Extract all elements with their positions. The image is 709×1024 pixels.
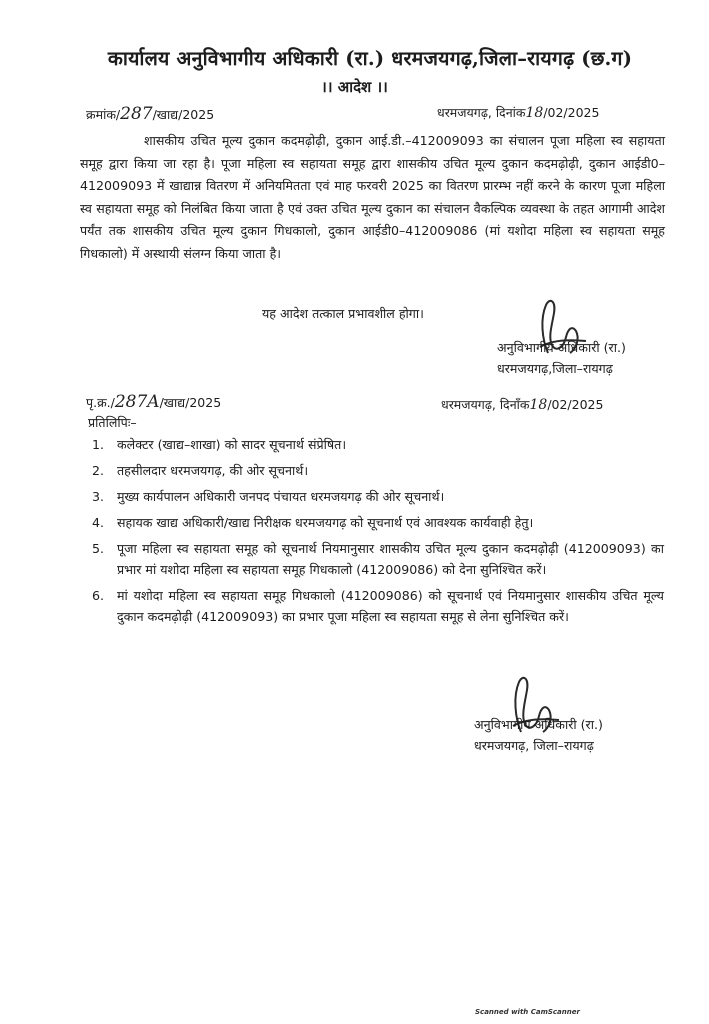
order-date-label: धरमजयगढ़, दिनांक bbox=[437, 105, 526, 120]
copy-item-number: 1. bbox=[92, 437, 105, 452]
copy-date-month-year: /02/2025 bbox=[547, 397, 604, 412]
office-title: कार्यालय अनुविभागीय अधिकारी (रा.) धरमजयगढ़,जिला–रायगढ़ (छ.ग) bbox=[107, 47, 633, 70]
copy-item-number: 3. bbox=[92, 489, 105, 504]
copy-item-number: 5. bbox=[92, 541, 105, 556]
copy-item-2 bbox=[92, 460, 664, 481]
copy-number bbox=[86, 392, 221, 412]
copy-item-text: पूजा महिला स्व सहायता समूह को सूचनार्थ नियमानुसार शासकीय उचित मूल्य दुकान कदमढ़ोढ़ी (412009093) का प्रभार मां यशोदा महिला स्व सहायता समूह गिधकालो (412009086) को देना सुनिश्चित करें। bbox=[117, 541, 664, 577]
copy-number-suffix: /खाद्य/2025 bbox=[159, 395, 222, 410]
order-number-prefix: क्रमांक/ bbox=[86, 107, 121, 122]
copy-item-number: 2. bbox=[92, 463, 105, 478]
copy-item-text: तहसीलदार धरमजयगढ़, की ओर सूचनार्थ। bbox=[117, 463, 309, 478]
order-paragraph: शासकीय उचित मूल्य दुकान कदमढ़ोढ़ी, दुकान आई.डी.–412009093 का संचालन पूजा महिला स्व सहायता समूह द्वारा किया जा रहा है। पूजा महिला स्व सहायता समूह द्वारा शासकीय उचित मूल्य दुकान कदमढ़ोढ़ी, दुकान आईडी0–412009093 में खाद्यान्न वितरण में अनियमितता एवं माह फरवरी 2025 का वितरण प्रारम्भ नहीं करने के कारण पूजा महिला स्व सहायता समूह को निलंबित किया जाता है एवं उक्त उचित मूल्य दुकान का संचालन वैकल्पिक व्यवस्था के तहत आगामी आदेश पर्यंत तक शासकीय उचित मूल्य दुकान गिधकालो, दुकान आईडी0–412009086 (मां यशोदा महिला स्व सहायता समूह गिधकालो) में अस्थायी संलग्न किया जाता है। bbox=[80, 133, 665, 261]
order-date-day: 18 bbox=[525, 105, 544, 121]
copy-item-text: सहायक खाद्य अधिकारी/खाद्य निरीक्षक धरमजयगढ़ को सूचनार्थ एवं आवश्यक कार्यवाही हेतु। bbox=[117, 515, 534, 530]
copy-item-text: मां यशोदा महिला स्व सहायता समूह गिधकालो (412009086) को सूचनार्थ एवं नियमानुसार शासकीय उचित मूल्य दुकान कदमढ़ोढ़ी (412009093) का प्रभार पूजा महिला स्व सहायता समूह से लेना सुनिश्चित करें। bbox=[117, 588, 664, 624]
order-date bbox=[437, 104, 599, 121]
copy-item-5 bbox=[92, 538, 664, 580]
copy-item-text: मुख्य कार्यपालन अधिकारी जनपद पंचायत धरमजयगढ़ की ओर सूचनार्थ। bbox=[117, 489, 445, 504]
signature-location: धरमजयगढ़,जिला–रायगढ़ bbox=[497, 361, 613, 376]
scanner-watermark: Scanned with CamScanner bbox=[475, 1008, 580, 1016]
copy-item-1 bbox=[92, 434, 664, 455]
copy-item-3 bbox=[92, 486, 664, 507]
signature-block bbox=[497, 337, 626, 379]
copies-label: प्रतिलिपिः– bbox=[88, 415, 137, 430]
copy-date-day: 18 bbox=[529, 397, 548, 413]
copy-date bbox=[441, 396, 603, 413]
copy-item-6 bbox=[92, 585, 664, 627]
copy-number-handwritten: 287A bbox=[114, 392, 160, 412]
signature-block bbox=[474, 714, 603, 756]
copy-item-number: 4. bbox=[92, 515, 105, 530]
signature-designation: अनुविभागीय अधिकारी (रा.) bbox=[474, 717, 603, 732]
order-number-handwritten: 287 bbox=[120, 104, 153, 124]
signature-designation: अनुविभागीय अधिकारी (रा.) bbox=[497, 340, 626, 355]
signature-location: धरमजयगढ़, जिला–रायगढ़ bbox=[474, 738, 594, 753]
order-number-suffix: /खाद्य/2025 bbox=[152, 107, 215, 122]
copy-item-4 bbox=[92, 512, 664, 533]
copy-item-number: 6. bbox=[92, 588, 105, 603]
copies-list bbox=[92, 434, 664, 632]
order-date-month-year: /02/2025 bbox=[543, 105, 600, 120]
order-number bbox=[86, 104, 214, 124]
copy-date-label: धरमजयगढ़, दिनाँक bbox=[441, 397, 530, 412]
order-heading: ।। आदेश ।। bbox=[321, 78, 388, 96]
copy-item-text: कलेक्टर (खाद्य–शाखा) को सादर सूचनार्थ संप्रेषित। bbox=[117, 437, 347, 452]
copy-number-prefix: पृ.क्र./ bbox=[86, 395, 115, 410]
order-effect-line: यह आदेश तत्काल प्रभावशील होगा। bbox=[262, 306, 424, 321]
